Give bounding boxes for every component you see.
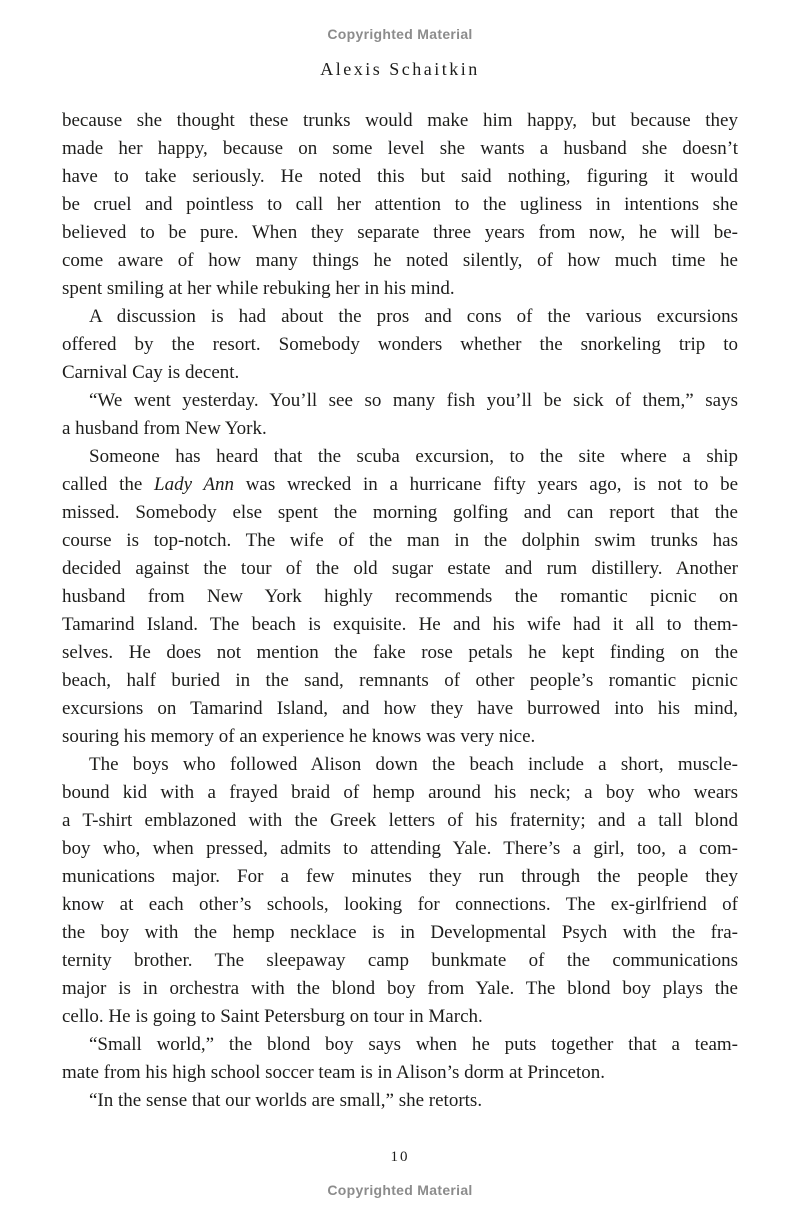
paragraph — [62, 303, 738, 387]
text-line: decided against the tour of the old sugar estate and rum distillery. Another — [62, 558, 738, 579]
text-line: “We went yesterday. You’ll see so many fish you’ll be sick of them,” says — [89, 390, 738, 411]
italic-book-title: Lady Ann — [154, 474, 234, 495]
text-line: have to take seriously. He noted this but said nothing, figuring it would — [62, 166, 738, 187]
text-line: the boy with the hemp necklace is in Developmental Psych with the fra- — [62, 922, 738, 943]
text-line: beach, half buried in the sand, remnants of other people’s romantic picnic — [62, 670, 738, 691]
text-line: believed to be pure. When they separate three years from now, he will be- — [62, 222, 738, 243]
text-line: offered by the resort. Somebody wonders whether the snorkeling trip to — [62, 334, 738, 355]
text-line: made her happy, because on some level she wants a husband she doesn’t — [62, 138, 738, 159]
text-line: Carnival Cay is decent. — [62, 362, 240, 383]
paragraph — [62, 751, 738, 1031]
text-line: mate from his high school soccer team is in Alison’s dorm at Princeton. — [62, 1062, 605, 1083]
text-line: munications major. For a few minutes they run through the people they — [62, 866, 738, 887]
text-line: boy who, when pressed, admits to attending Yale. There’s a girl, too, a com- — [62, 838, 738, 859]
text-line: cello. He is going to Saint Petersburg on tour in March. — [62, 1006, 483, 1027]
text-line: be cruel and pointless to call her attention to the ugliness in intentions she — [62, 194, 738, 215]
text-line: A discussion is had about the pros and cons of the various excursions — [89, 306, 738, 327]
text-line: course is top-notch. The wife of the man in the dolphin swim trunks has — [62, 530, 738, 551]
text-line: selves. He does not mention the fake rose petals he kept finding on the — [62, 642, 738, 663]
text-line: because she thought these trunks would make him happy, but because they — [62, 110, 738, 131]
page-number: 10 — [390, 1149, 410, 1165]
text-line: a T-shirt emblazoned with the Greek letters of his fraternity; and a tall blond — [62, 810, 738, 831]
text-line: called the Lady Ann was wrecked in a hurricane fifty years ago, is not to be — [62, 474, 738, 495]
text-line: bound kid with a frayed braid of hemp around his neck; a boy who wears — [62, 782, 738, 803]
running-header-author: Alexis Schaitkin — [320, 59, 480, 79]
bottom-copyright-notice: Copyrighted Material — [327, 1182, 473, 1198]
text-line: major is in orchestra with the blond boy from Yale. The blond boy plays the — [62, 978, 738, 999]
paragraph — [62, 1031, 738, 1087]
text-line: know at each other’s schools, looking for connections. The ex-girlfriend of — [62, 894, 738, 915]
text-line: “Small world,” the blond boy says when he puts together that a team- — [89, 1034, 738, 1055]
paragraph — [62, 387, 738, 443]
paragraph — [62, 443, 738, 751]
page-body-text — [62, 107, 738, 1115]
text-line: “In the sense that our worlds are small,” she retorts. — [89, 1090, 483, 1111]
paragraph — [62, 107, 738, 303]
text-line: ternity brother. The sleepaway camp bunkmate of the communications — [62, 950, 738, 971]
text-line: come aware of how many things he noted silently, of how much time he — [62, 250, 738, 271]
text-line: excursions on Tamarind Island, and how they have burrowed into his mind, — [62, 698, 738, 719]
text-line: husband from New York highly recommends the romantic picnic on — [62, 586, 738, 607]
text-line: spent smiling at her while rebuking her in his mind. — [62, 278, 455, 299]
text-line: missed. Somebody else spent the morning golfing and can report that the — [62, 502, 738, 523]
text-line: Tamarind Island. The beach is exquisite. He and his wife had it all to them- — [62, 614, 738, 635]
text-line: Someone has heard that the scuba excursion, to the site where a ship — [89, 446, 738, 467]
paragraph — [62, 1087, 738, 1115]
top-copyright-notice: Copyrighted Material — [327, 26, 473, 42]
text-line: souring his memory of an experience he knows was very nice. — [62, 726, 536, 747]
text-line: a husband from New York. — [62, 418, 267, 439]
text-line: The boys who followed Alison down the beach include a short, muscle- — [89, 754, 738, 775]
